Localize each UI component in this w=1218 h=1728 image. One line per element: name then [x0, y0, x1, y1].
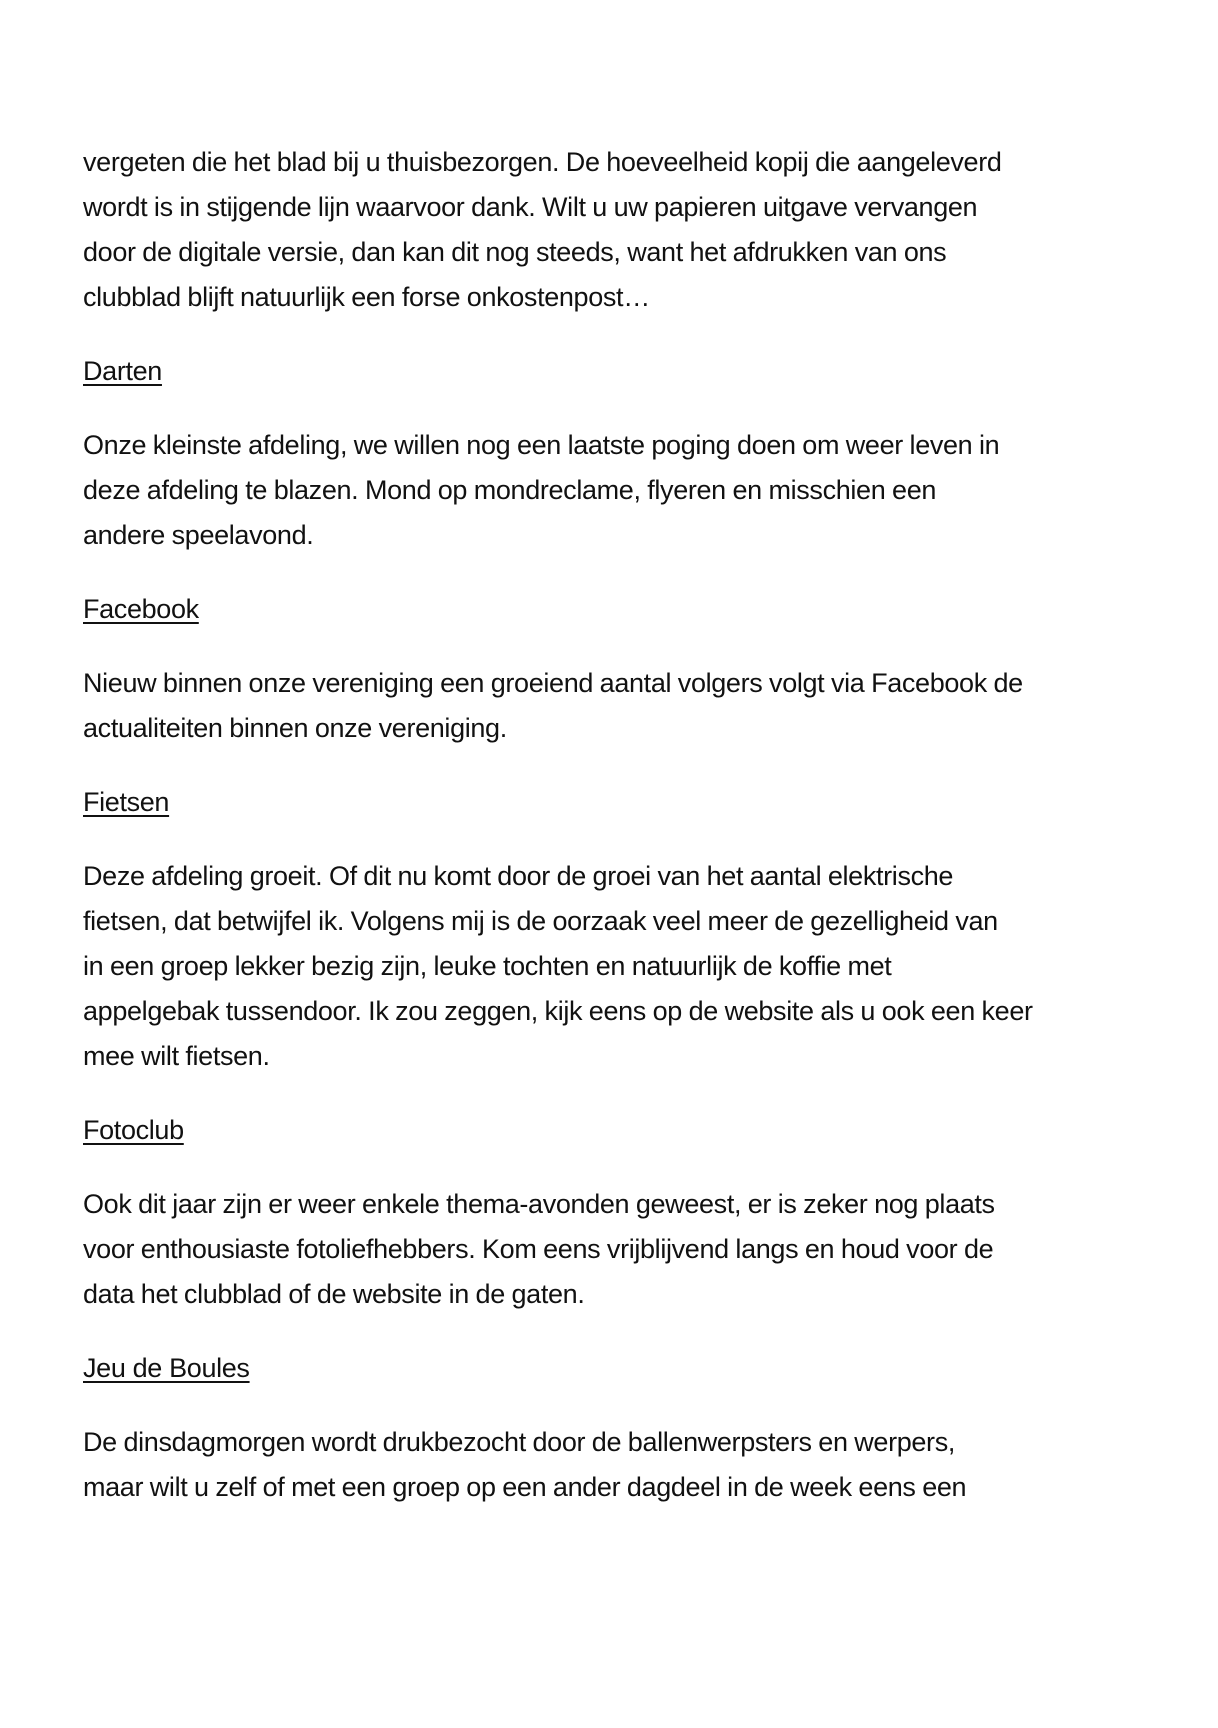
- text-line: door de digitale versie, dan kan dit nog steeds, want het afdrukken van ons: [83, 237, 947, 267]
- section-body-fotoclub: [83, 1182, 1163, 1317]
- section-body-fietsen: [83, 854, 1163, 1079]
- text-line: wordt is in stijgende lijn waarvoor dank. Wilt u uw papieren uitgave vervangen: [83, 192, 978, 222]
- text-line: maar wilt u zelf of met een groep op een ander dagdeel in de week eens een: [83, 1472, 967, 1502]
- text-line: data het clubblad of de website in de gaten.: [83, 1279, 585, 1309]
- text-line: mee wilt fietsen.: [83, 1041, 270, 1071]
- text-line: Ook dit jaar zijn er weer enkele thema-avonden geweest, er is zeker nog plaats: [83, 1189, 995, 1219]
- text-line: deze afdeling te blazen. Mond op mondreclame, flyeren en misschien een: [83, 475, 937, 505]
- text-line: actualiteiten binnen onze vereniging.: [83, 713, 507, 743]
- text-line: Deze afdeling groeit. Of dit nu komt door de groei van het aantal elektrische: [83, 861, 954, 891]
- text-line: clubblad blijft natuurlijk een forse onkostenpost…: [83, 282, 650, 312]
- text-line: Onze kleinste afdeling, we willen nog een laatste poging doen om weer leven in: [83, 430, 1000, 460]
- section-heading-facebook: Facebook: [83, 594, 199, 624]
- section-heading-darten: Darten: [83, 356, 162, 386]
- text-line: in een groep lekker bezig zijn, leuke tochten en natuurlijk de koffie met: [83, 951, 892, 981]
- section-body-facebook: [83, 661, 1163, 751]
- document-page: [83, 140, 1163, 1539]
- section-body-darten: [83, 423, 1163, 558]
- text-line: vergeten die het blad bij u thuisbezorgen. De hoeveelheid kopij die aangeleverd: [83, 147, 1002, 177]
- text-line: De dinsdagmorgen wordt drukbezocht door de ballenwerpsters en werpers,: [83, 1427, 955, 1457]
- section-body-jeu-de-boules: [83, 1420, 1163, 1510]
- section-heading-jeu-de-boules: Jeu de Boules: [83, 1353, 250, 1383]
- text-line: appelgebak tussendoor. Ik zou zeggen, kijk eens op de website als u ook een keer: [83, 996, 1033, 1026]
- text-line: fietsen, dat betwijfel ik. Volgens mij is de oorzaak veel meer de gezelligheid van: [83, 906, 998, 936]
- text-line: voor enthousiaste fotoliefhebbers. Kom eens vrijblijvend langs en houd voor de: [83, 1234, 994, 1264]
- section-heading-fietsen: Fietsen: [83, 787, 170, 817]
- intro-paragraph: [83, 140, 1163, 320]
- section-heading-fotoclub: Fotoclub: [83, 1115, 184, 1145]
- text-line: andere speelavond.: [83, 520, 314, 550]
- text-line: Nieuw binnen onze vereniging een groeiend aantal volgers volgt via Facebook de: [83, 668, 1023, 698]
